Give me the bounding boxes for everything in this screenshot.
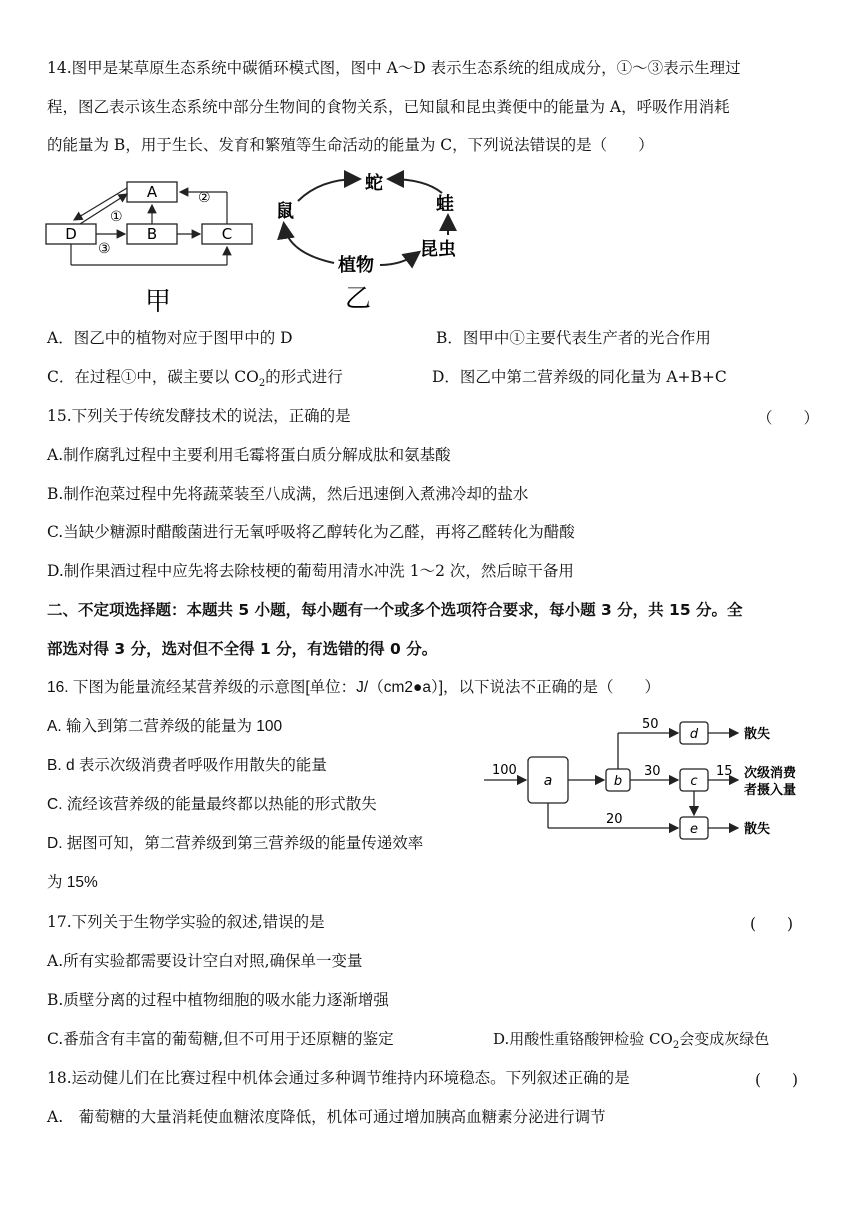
output-label-c-line1: 次级消费 [744,766,797,781]
process-2-label: ② [198,190,211,206]
q15-option-c: C.当缺少糖源时醋酸菌进行无氧呼吸将乙醇转化为乙醛，再将乙醛转化为醋酸 [47,523,575,541]
organism-insect: 昆虫 [420,239,456,260]
organism-frog: 蛙 [436,194,454,215]
node-c-label: C [221,225,233,243]
q17-option-b: B.质壁分离的过程中植物细胞的吸水能力逐渐增强 [47,991,389,1009]
node-d-label: D [65,225,77,243]
carbon-cycle-diagram [40,172,270,322]
energy-flow-diagram [480,705,820,850]
q15-stem: 15.下列关于传统发酵技术的说法，正确的是 [47,407,351,425]
organism-mouse: 鼠 [276,201,294,222]
node-b-label: B [146,225,158,243]
value-respiration: 50 [642,717,659,732]
q14-stem-line1: 14.图甲是某草原生态系统中碳循环模式图，图中 A～D 表示生态系统的组成成分，①～③表示生理过 [47,59,741,77]
box-a-label: a [543,773,553,789]
box-e-label: e [690,822,698,837]
q14-stem-line2: 程，图乙表示该生态系统中部分生物间的食物关系，已知鼠和昆虫粪便中的能量为 A，呼吸作用消耗 [47,98,730,116]
value-feces: 20 [606,812,623,827]
organism-snake: 蛇 [365,173,383,194]
q18-option-a: A. 葡萄糖的大量消耗使血糖浓度降低，机体可通过增加胰高血糖素分泌进行调节 [47,1108,606,1126]
box-b-label: b [613,774,623,789]
q15-option-d: D.制作果酒过程中应先将去除枝梗的葡萄用清水冲洗 1～2 次，然后晾干备用 [47,562,574,580]
q14-stem-line3: 的能量为 B，用于生长、发育和繁殖等生命活动的能量为 C，下列说法错误的是（ ） [47,136,654,154]
value-growth: 30 [644,764,661,779]
q14-option-b: B．图甲中①主要代表生产者的光合作用 [436,329,711,347]
output-label-c-line2: 者摄入量 [744,783,797,798]
box-c-label: c [690,774,698,789]
section2-heading-line2: 部选对得 3 分，选对但不全得 1 分，有选错的得 0 分。 [47,640,438,658]
q16-option-d-line1: D. 据图可知，第二营养级到第三营养级的能量传递效率 [47,835,424,852]
q14-option-c: C．在过程①中，碳主要以 $CO_2$的形式进行 [47,368,343,390]
value-next-level: 15 [716,764,733,779]
section2-heading-line1: 二、不定项选择题：本题共 5 小题，每小题有一个或多个选项符合要求，每小题 3 分，共 15 分。全 [47,601,743,619]
value-input: 100 [492,763,517,778]
output-label-d: 散失 [744,727,771,742]
q17-option-a: A.所有实验都需要设计空白对照,确保单一变量 [47,952,363,970]
q16-option-a: A. 输入到第二营养级的能量为 100 [47,718,283,735]
process-1-label: ① [110,209,123,225]
q18-stem: 18.运动健儿们在比赛过程中机体会通过多种调节维持内环境稳态。下列叙述正确的是 [47,1069,630,1087]
q16-stem: 16. 下图为能量流经某营养级的示意图[单位：J/（cm2●a）]，以下说法不正确的是（ ） [47,679,661,696]
food-web-diagram [270,165,480,320]
q14-option-d: D．图乙中第二营养级的同化量为 A+B+C [432,368,727,386]
q17-option-c: C.番茄含有丰富的葡萄糖,但不可用于还原糖的鉴定 [47,1030,394,1048]
q16-option-d-line2: 为 15% [47,874,98,891]
output-label-e: 散失 [744,822,771,837]
q17-stem: 17.下列关于生物学实验的叙述,错误的是 [47,913,325,931]
q15-answer-paren: （ ） [757,409,820,427]
figure-yi-caption: 乙 [345,284,372,314]
q17-answer-paren: ( ) [750,915,794,933]
q16-option-b: B. d 表示次级消费者呼吸作用散失的能量 [47,757,327,774]
q17-option-d: D.用酸性重铬酸钾检验 $CO_2$会变成灰绿色 [493,1030,770,1051]
q16-option-c: C. 流经该营养级的能量最终都以热能的形式散失 [47,796,377,813]
box-d-label: d [689,727,699,742]
q18-answer-paren: ( ) [755,1071,799,1089]
process-3-label: ③ [98,241,111,257]
figure-jia-caption: 甲 [145,287,172,317]
q14-option-a: A．图乙中的植物对应于图甲中的 D [47,329,293,347]
q15-option-b: B.制作泡菜过程中先将蔬菜装至八成满，然后迅速倒入煮沸冷却的盐水 [47,485,529,503]
q15-option-a: A.制作腐乳过程中主要利用毛霉将蛋白质分解成肽和氨基酸 [47,446,451,464]
node-a-label: A [146,183,158,201]
organism-plant: 植物 [338,255,374,276]
